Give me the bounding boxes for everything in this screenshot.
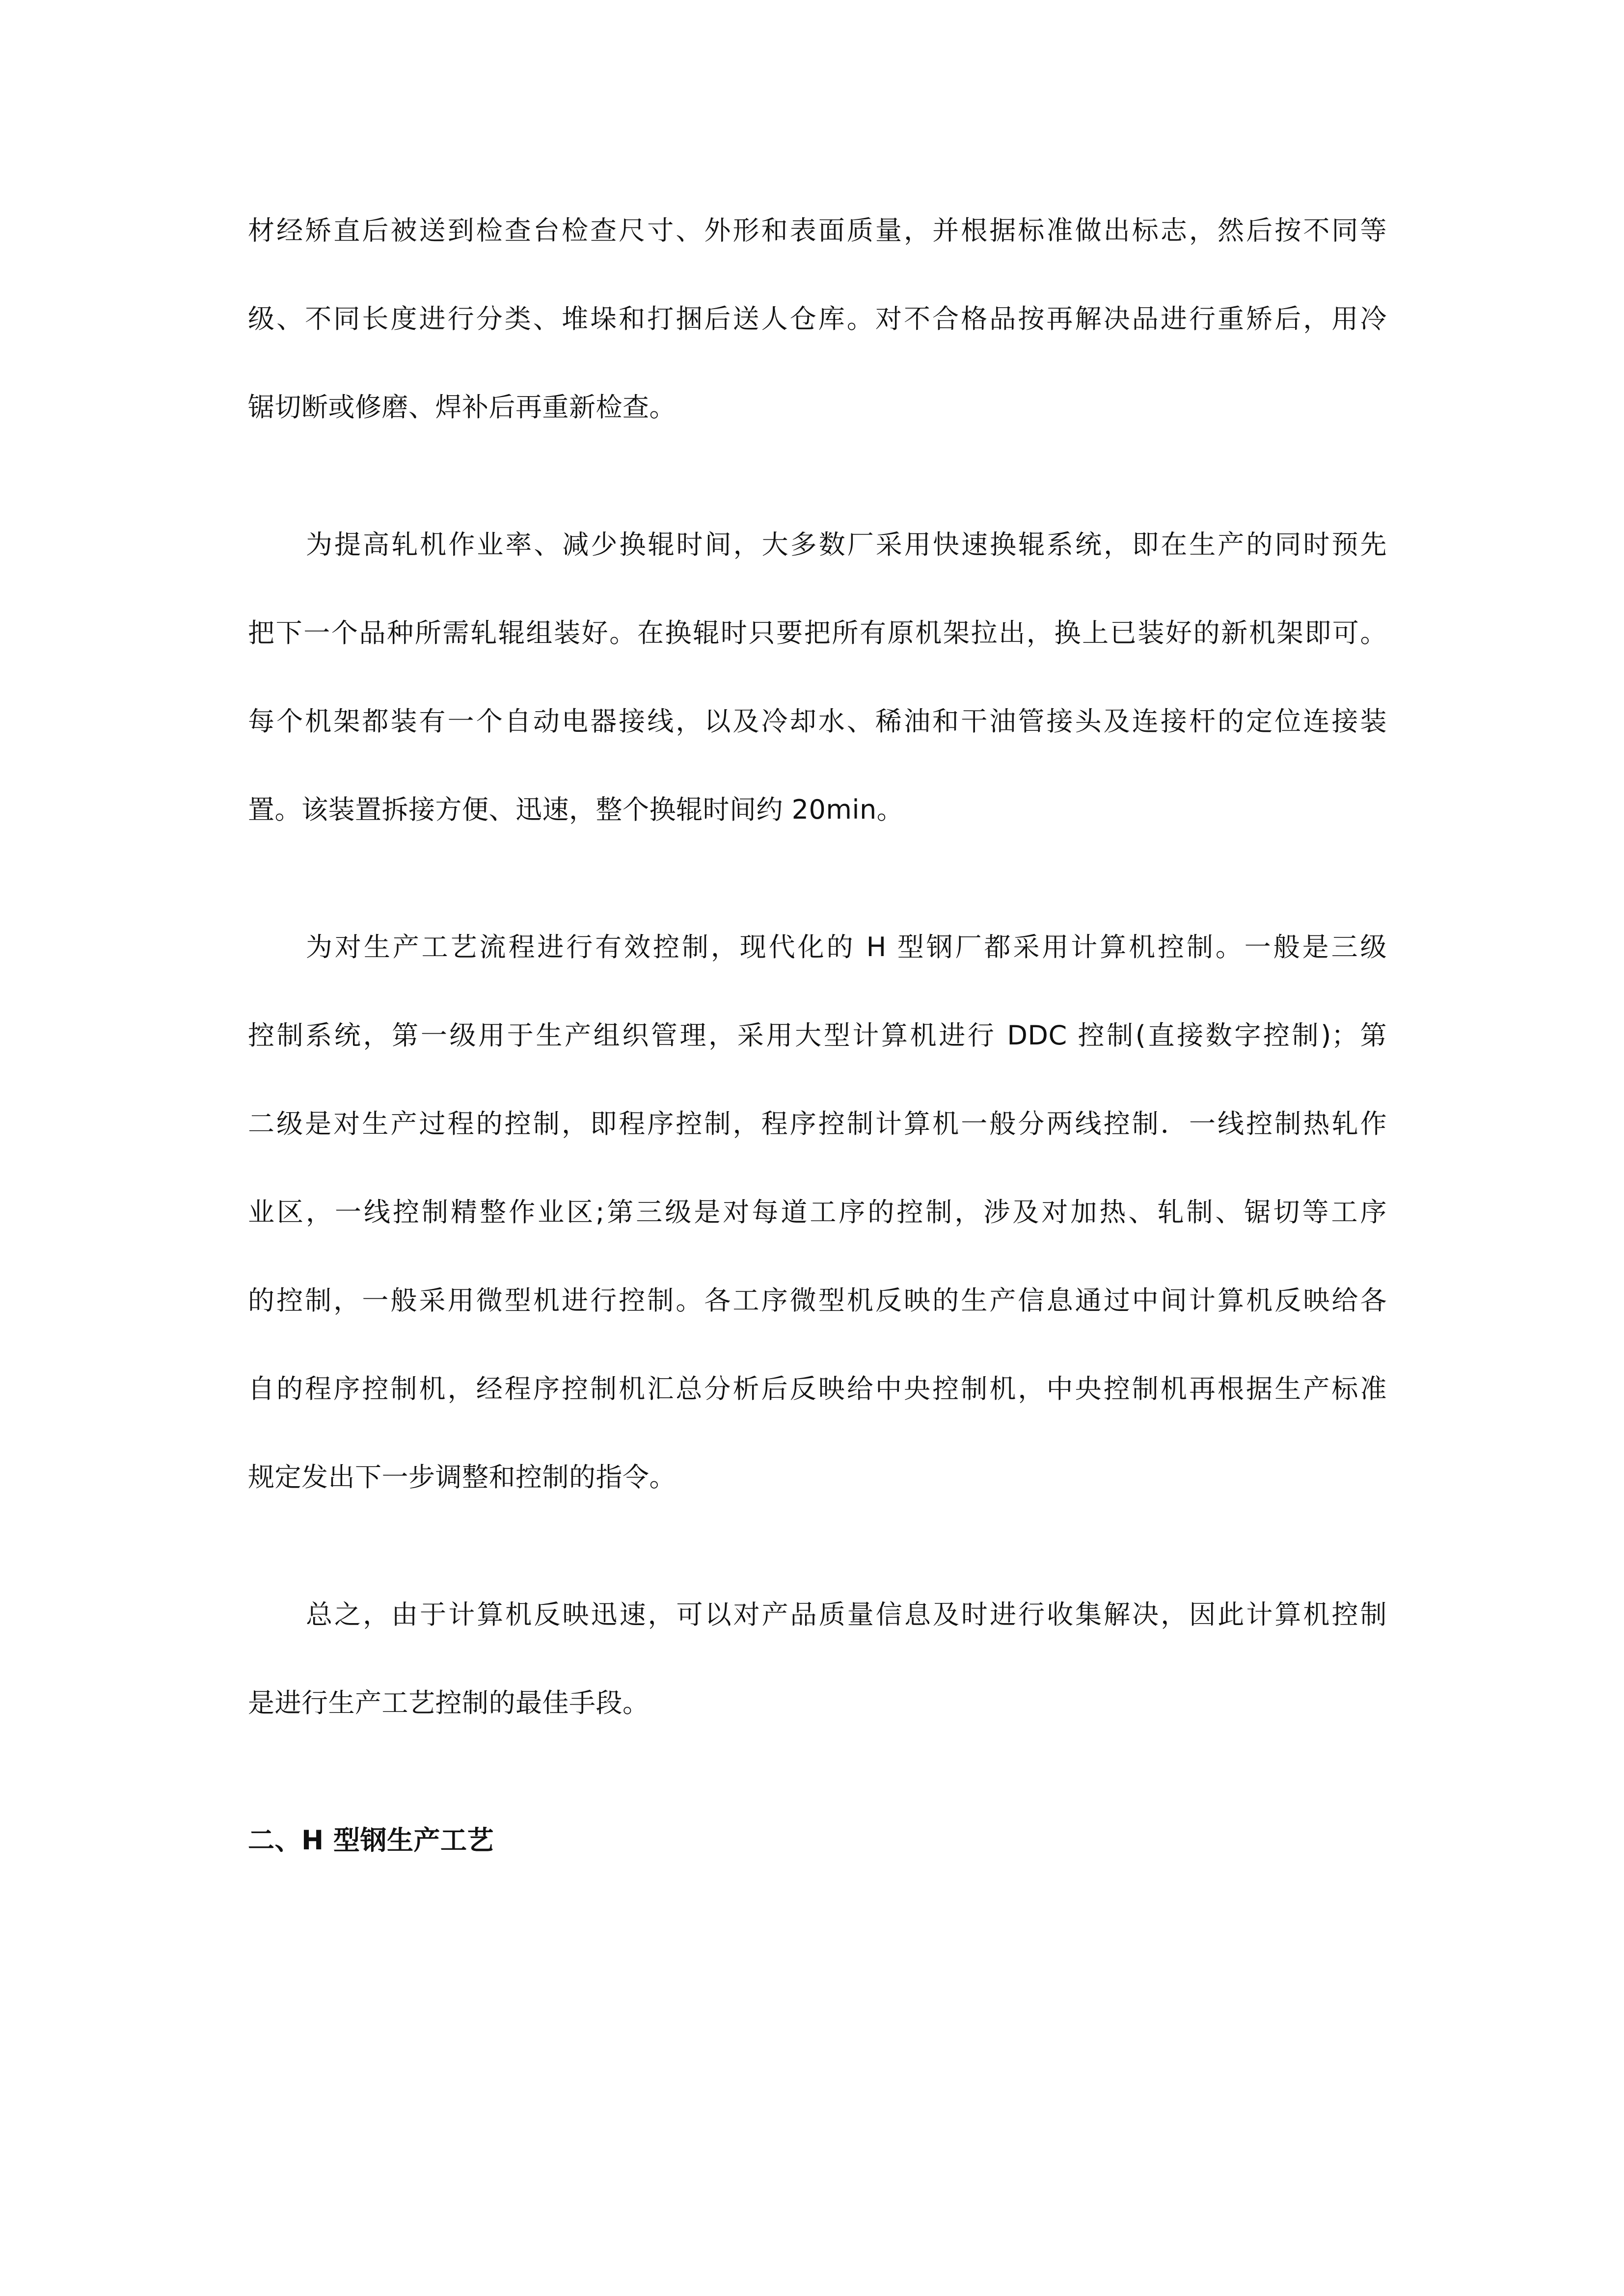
paragraph-3-line-5: 的控制，一般采用微型机进行控制。各工序微型机反映的生产信息通过中间计算机反映给各 bbox=[248, 1285, 1387, 1316]
paragraph-1-line-2: 级、不同长度进行分类、堆垛和打捆后送人仓库。对不合格品按再解决品进行重矫后，用冷 bbox=[248, 303, 1387, 334]
paragraph-3-line-3: 二级是对生产过程的控制，即程序控制，程序控制计算机一般分两线控制．一线控制热轧作 bbox=[248, 1108, 1387, 1139]
paragraph-4-line-1: 总之，由于计算机反映迅速，可以对产品质量信息及时进行收集解决，因此计算机控制 bbox=[306, 1599, 1387, 1630]
section-heading: 二、H 型钢生产工艺 bbox=[248, 1825, 494, 1856]
paragraph-4-line-2: 是进行生产工艺控制的最佳手段。 bbox=[248, 1687, 650, 1718]
paragraph-2-line-3: 每个机架都装有一个自动电器接线，以及冷却水、稀油和干油管接头及连接杆的定位连接装 bbox=[248, 706, 1387, 737]
paragraph-1-line-3: 锯切断或修磨、焊补后再重新检查。 bbox=[248, 392, 676, 423]
paragraph-2-line-2: 把下一个品种所需轧辊组装好。在换辊时只要把所有原机架拉出，换上已装好的新机架即可。 bbox=[248, 617, 1387, 648]
paragraph-3-line-4: 业区，一线控制精整作业区;第三级是对每道工序的控制，涉及对加热、轧制、锯切等工序 bbox=[248, 1197, 1387, 1228]
paragraph-3-line-2: 控制系统，第一级用于生产组织管理，采用大型计算机进行 DDC 控制(直接数字控制)；第 bbox=[248, 1020, 1387, 1051]
paragraph-2-line-1: 为提高轧机作业率、减少换辊时间，大多数厂采用快速换辊系统，即在生产的同时预先 bbox=[306, 529, 1387, 560]
paragraph-3-line-7: 规定发出下一步调整和控制的指令。 bbox=[248, 1462, 676, 1493]
paragraph-1-line-1: 材经矫直后被送到检查台检查尺寸、外形和表面质量，并根据标准做出标志，然后按不同等 bbox=[248, 215, 1387, 246]
paragraph-2-line-4: 置。该装置拆接方便、迅速，整个换辊时间约 20min。 bbox=[248, 794, 904, 825]
paragraph-3-line-1: 为对生产工艺流程进行有效控制，现代化的 H 型钢厂都采用计算机控制。一般是三级 bbox=[306, 932, 1387, 962]
paragraph-3-line-6: 自的程序控制机，经程序控制机汇总分析后反映给中央控制机，中央控制机再根据生产标准 bbox=[248, 1373, 1387, 1404]
